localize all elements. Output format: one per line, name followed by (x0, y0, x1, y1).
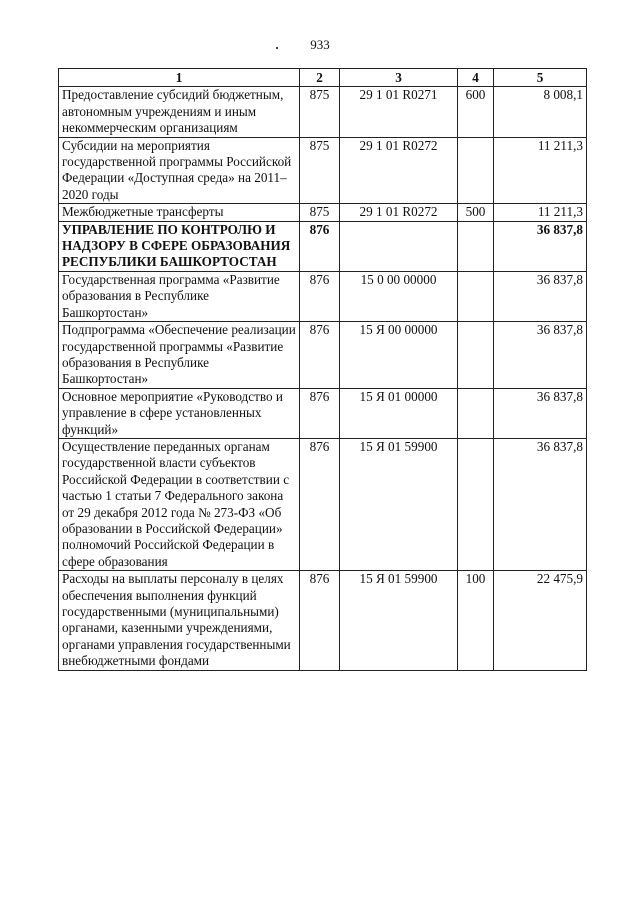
row-target-code-cell (340, 221, 458, 271)
table-header (59, 69, 587, 87)
row-name-cell: Осуществление переданных органам государственной власти субъектов Российской Федерации в соответствии с частью 1 статьи 7 Федерального закона от 29 декабря 2012 года № 273-ФЗ «Об образовании в Российской Федерации» полномочий Российской Федерации в сфере образования (59, 438, 300, 570)
table-body (59, 87, 587, 670)
row-admin-code-cell: 876 (300, 388, 340, 438)
row-expense-type-cell (458, 221, 494, 271)
row-admin-code-cell: 875 (300, 137, 340, 204)
table-row (59, 87, 587, 137)
table-row (59, 388, 587, 438)
row-amount-cell: 36 837,8 (494, 322, 587, 389)
row-amount-cell: 36 837,8 (494, 438, 587, 570)
row-target-code-cell: 15 Я 00 00000 (340, 322, 458, 389)
table-row (59, 571, 587, 670)
row-amount-cell: 36 837,8 (494, 221, 587, 271)
row-target-code-cell: 29 1 01 R0272 (340, 204, 458, 221)
row-expense-type-cell (458, 322, 494, 389)
row-target-code-cell: 15 0 00 00000 (340, 271, 458, 321)
column-header: 3 (340, 69, 458, 87)
row-admin-code-cell: 875 (300, 204, 340, 221)
row-expense-type-cell (458, 388, 494, 438)
row-admin-code-cell: 876 (300, 322, 340, 389)
table-row (59, 137, 587, 204)
row-admin-code-cell: 876 (300, 221, 340, 271)
budget-table (58, 68, 587, 671)
row-amount-cell: 8 008,1 (494, 87, 587, 137)
row-name-cell: Государственная программа «Развитие образования в Республике Башкортостан» (59, 271, 300, 321)
table-row (59, 271, 587, 321)
row-target-code-cell: 15 Я 01 59900 (340, 438, 458, 570)
row-name-cell: УПРАВЛЕНИЕ ПО КОНТРОЛЮ И НАДЗОРУ В СФЕРЕ ОБРАЗОВАНИЯ РЕСПУБЛИКИ БАШКОРТОСТАН (59, 221, 300, 271)
row-expense-type-cell (458, 271, 494, 321)
column-header: 4 (458, 69, 494, 87)
row-admin-code-cell: 875 (300, 87, 340, 137)
row-admin-code-cell: 876 (300, 438, 340, 570)
row-amount-cell: 22 475,9 (494, 571, 587, 670)
row-expense-type-cell: 600 (458, 87, 494, 137)
column-header: 5 (494, 69, 587, 87)
column-header: 2 (300, 69, 340, 87)
table-row (59, 322, 587, 389)
row-name-cell: Расходы на выплаты персоналу в целях обеспечения выполнения функций государственными (муниципальными) органами, казенными учреждениями, органами управления государственными внебюджетными фондами (59, 571, 300, 670)
row-expense-type-cell (458, 137, 494, 204)
row-name-cell: Предоставление субсидий бюджетным, автономным учреждениям и иным некоммерческим организациям (59, 87, 300, 137)
row-target-code-cell: 15 Я 01 00000 (340, 388, 458, 438)
row-amount-cell: 11 211,3 (494, 137, 587, 204)
page-number: 933 (310, 37, 330, 52)
row-amount-cell: 36 837,8 (494, 271, 587, 321)
scan-speck (276, 47, 278, 49)
header-row (59, 69, 587, 87)
row-name-cell: Подпрограмма «Обеспечение реализации государственной программы «Развитие образования в Республике Башкортостан» (59, 322, 300, 389)
row-expense-type-cell: 500 (458, 204, 494, 221)
row-admin-code-cell: 876 (300, 571, 340, 670)
row-expense-type-cell: 100 (458, 571, 494, 670)
row-name-cell: Субсидии на мероприятия государственной программы Российской Федерации «Доступная среда» на 2011–2020 годы (59, 137, 300, 204)
row-admin-code-cell: 876 (300, 271, 340, 321)
row-amount-cell: 36 837,8 (494, 388, 587, 438)
row-expense-type-cell (458, 438, 494, 570)
row-target-code-cell: 29 1 01 R0272 (340, 137, 458, 204)
table-row (59, 438, 587, 570)
row-target-code-cell: 15 Я 01 59900 (340, 571, 458, 670)
row-name-cell: Межбюджетные трансферты (59, 204, 300, 221)
row-amount-cell: 11 211,3 (494, 204, 587, 221)
row-target-code-cell: 29 1 01 R0271 (340, 87, 458, 137)
row-name-cell: Основное мероприятие «Руководство и управление в сфере установленных функций» (59, 388, 300, 438)
table-row (59, 204, 587, 221)
column-header: 1 (59, 69, 300, 87)
table-row (59, 221, 587, 271)
